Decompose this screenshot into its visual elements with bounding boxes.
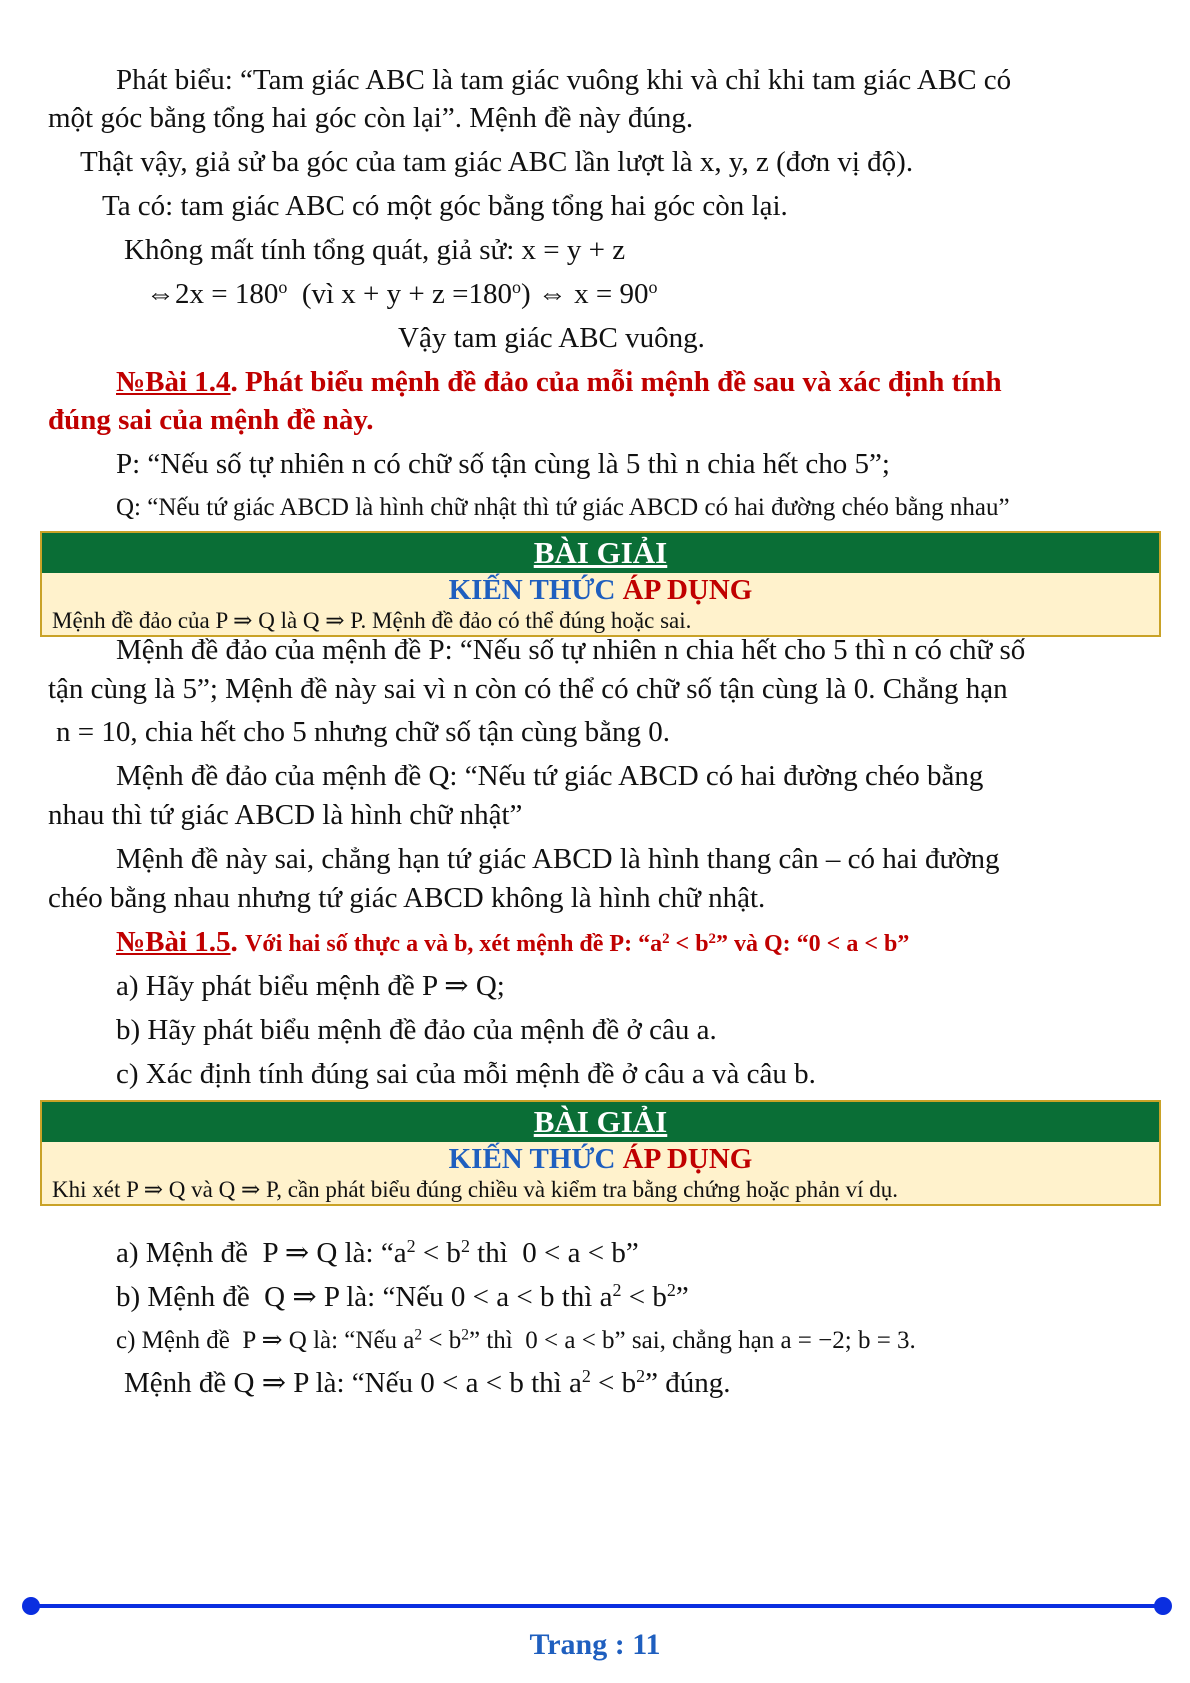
- solution-header: BÀI GIẢI: [42, 533, 1159, 573]
- knowledge-note: Khi xét P ⇒ Q và Q ⇒ P, cần phát biểu đúng chiều và kiểm tra bằng chứng hoặc phản ví dụ.: [52, 1177, 899, 1202]
- knowledge-header: KIẾN THỨC ÁP DỤNG: [448, 1143, 753, 1175]
- sol-1-5-d: Mệnh đề Q ⇒ P là: “Nếu 0 < a < b thì $a^2 < b^2$” đúng.: [124, 1366, 731, 1399]
- proof-line-3: Thật vậy, giả sử ba góc của tam giác ABC lần lượt là x, y, z (đơn vị độ).: [80, 146, 914, 178]
- sol-1-4-line-1: Mệnh đề đảo của mệnh đề P: “Nếu số tự nhiên n chia hết cho 5 thì n có chữ số: [116, 634, 1026, 666]
- exercise-1-4-title: [116, 364, 1002, 400]
- proof-line-4: Ta có: tam giác ABC có một góc bằng tổng hai góc còn lại.: [102, 190, 788, 222]
- exercise-1-4-title-text: . Phát biểu mệnh đề đảo của mỗi mệnh đề sau và xác định tính: [230, 366, 1002, 398]
- sol-1-5-b: b) Mệnh đề Q ⇒ P là: “Nếu 0 < a < b thì $a^2 < b^2$”: [116, 1280, 689, 1313]
- proof-line-6: [146, 276, 657, 312]
- exercise-1-5-part-b: b) Hãy phát biểu mệnh đề đảo của mệnh đề ở câu a.: [116, 1014, 717, 1046]
- solution-box-1: [40, 531, 1161, 637]
- exercise-1-4-statement-p: P: “Nếu số tự nhiên n có chữ số tận cùng là 5 thì n chia hết cho 5”;: [116, 448, 890, 480]
- page-number: Trang : 11: [529, 1628, 661, 1661]
- proof-line-5: Không mất tính tổng quát, giả sử: x = y + z: [124, 234, 626, 266]
- proof-eq-sup1: o: [278, 277, 288, 298]
- proof-eq-sup2: o: [512, 277, 521, 298]
- sol-1-5-a: a) Mệnh đề P ⇒ Q là: “$a^2 < b^2$ thì 0 < a < b”: [116, 1236, 639, 1269]
- proof-line-1: Phát biểu: “Tam giác ABC là tam giác vuông khi và chỉ khi tam giác ABC có: [116, 64, 1012, 96]
- exercise-1-5-label: №Bài 1.5: [116, 926, 231, 958]
- footer-divider: [30, 1604, 1162, 1608]
- exercise-1-4-title-line2: đúng sai của mệnh đề này.: [48, 404, 374, 436]
- proof-eq-c: (vì x + y + z =180: [287, 278, 512, 310]
- sol-1-4-line-6: Mệnh đề này sai, chẳng hạn tứ giác ABCD là hình thang cân – có hai đường: [116, 843, 1000, 875]
- solution-header: BÀI GIẢI: [42, 1102, 1159, 1142]
- proof-conclusion: Vậy tam giác ABC vuông.: [398, 322, 705, 354]
- exercise-1-4-statement-q: Q: “Nếu tứ giác ABCD là hình chữ nhật thì tứ giác ABCD có hai đường chéo bằng nhau”: [116, 494, 1010, 521]
- exercise-1-5-part-a: a) Hãy phát biểu mệnh đề P ⇒ Q;: [116, 970, 505, 1002]
- sol-1-4-line-5: nhau thì tứ giác ABCD là hình chữ nhật”: [48, 799, 523, 831]
- proof-line-2: một góc bằng tổng hai góc còn lại”. Mệnh đề này đúng.: [48, 102, 694, 134]
- proof-eq-sup3: o: [648, 277, 658, 298]
- solution-box-2: [40, 1100, 1161, 1206]
- sol-1-4-line-2: tận cùng là 5”; Mệnh đề này sai vì n còn có thể có chữ số tận cùng là 0. Chẳng hạn: [48, 673, 1008, 705]
- exercise-1-5-part-c: c) Xác định tính đúng sai của mỗi mệnh đề ở câu a và câu b.: [116, 1058, 816, 1090]
- sol-1-5-c: c) Mệnh đề P ⇒ Q là: “Nếu $a^2 < b^2$” thì 0 < a < b” sai, chẳng hạn a = −2; b = 3.: [116, 1326, 916, 1354]
- sol-1-4-line-3: n = 10, chia hết cho 5 nhưng chữ số tận cùng bằng 0.: [56, 716, 670, 748]
- sol-1-4-line-7: chéo bằng nhau nhưng tứ giác ABCD không là hình chữ nhật.: [48, 882, 766, 914]
- knowledge-header: KIẾN THỨC ÁP DỤNG: [448, 574, 753, 606]
- footer-dot-right: [1154, 1597, 1172, 1615]
- exercise-1-4-label: №Bài 1.4: [116, 366, 231, 398]
- proof-eq-a: ⇔2x = 180: [146, 278, 279, 310]
- knowledge-note: Mệnh đề đảo của P ⇒ Q là Q ⇒ P. Mệnh đề đảo có thể đúng hoặc sai.: [52, 608, 692, 633]
- footer-dot-left: [22, 1597, 40, 1615]
- exercise-1-5-title: №Bài 1.5. Với hai số thực a và b, xét mệnh đề P: “$a^2 < b^2$” và Q: “0 < a < b”: [116, 926, 910, 958]
- sol-1-4-line-4: Mệnh đề đảo của mệnh đề Q: “Nếu tứ giác ABCD có hai đường chéo bằng: [116, 760, 984, 792]
- proof-eq-e: ) ⇔ x = 90: [520, 278, 649, 310]
